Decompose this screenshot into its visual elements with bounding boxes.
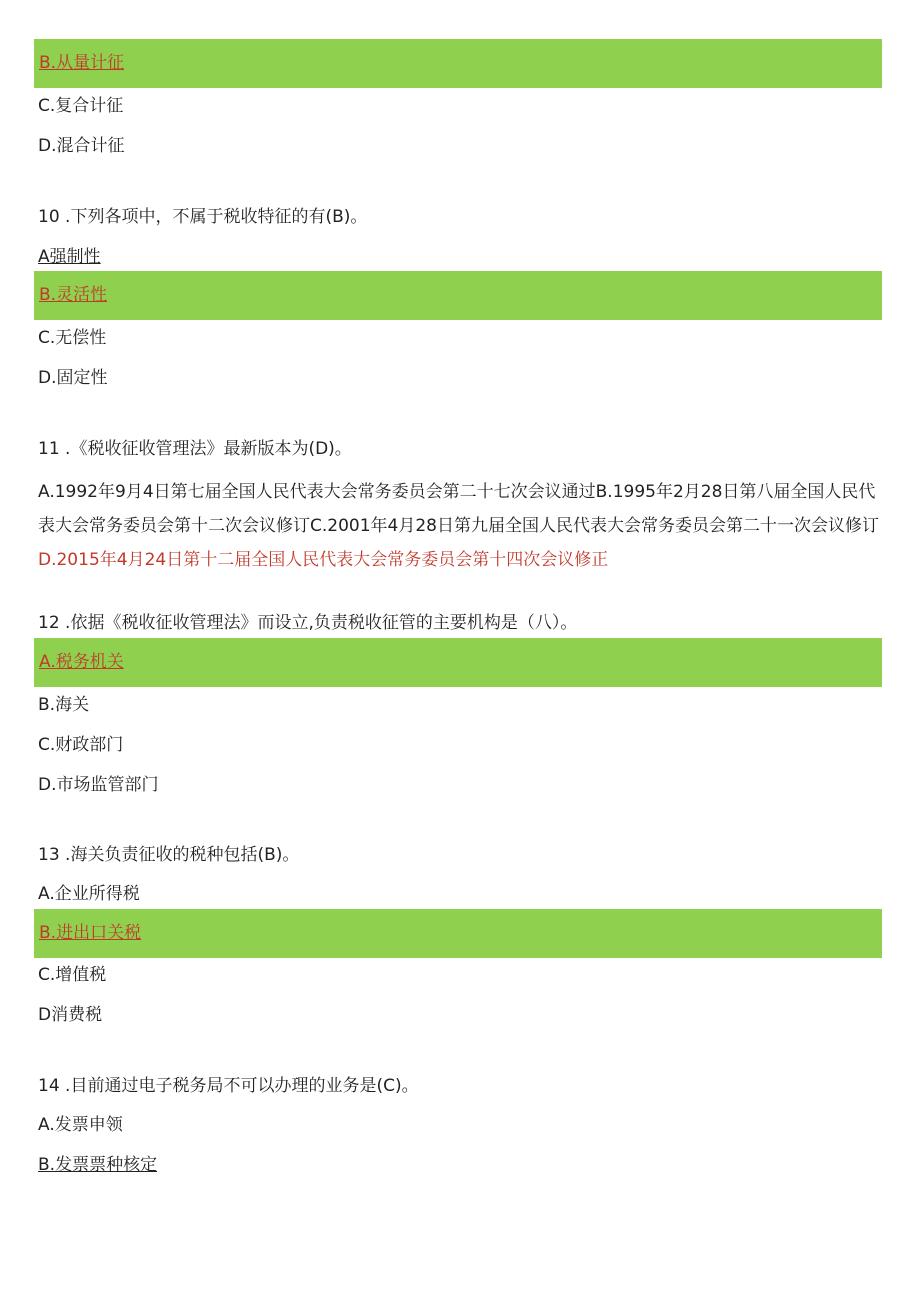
option-d: D消费税 <box>38 1005 103 1025</box>
question-body-11 <box>38 475 888 577</box>
option-b: B.海关 <box>38 695 90 715</box>
option-c: C.增值税 <box>38 965 107 985</box>
option-d: D.市场监管部门 <box>38 775 159 795</box>
answer-highlight-q10 <box>34 271 882 320</box>
option-b: B.发票票种核定 <box>38 1155 158 1175</box>
option-d: D.固定性 <box>38 368 108 388</box>
option-a: A.企业所得税 <box>38 884 140 904</box>
answer-highlight-q9 <box>34 39 882 88</box>
option-a: A.发票申领 <box>38 1115 123 1135</box>
question-stem-11: 11 .《税收征收管理法》最新版本为(D)。 <box>38 439 352 459</box>
option-c: C.复合计征 <box>38 96 124 116</box>
option-c: C.无偿性 <box>38 328 107 348</box>
answer-text: D.2015年4月24日第十二届全国人民代表大会常务委员会第十四次会议修正 <box>38 550 609 570</box>
answer-highlight-q12 <box>34 638 882 687</box>
question-stem-12: 12 .依据《税收征收管理法》而设立,负责税收征管的主要机构是（八）。 <box>38 613 578 633</box>
question-stem-10: 10 .下列各项中，不属于税收特征的有(B)。 <box>38 207 368 227</box>
option-a: A强制性 <box>38 247 101 267</box>
answer-text: B.灵活性 <box>39 285 108 305</box>
answer-text: A.税务机关 <box>39 652 124 672</box>
question-stem-14: 14 .目前通过电子税务局不可以办理的业务是(C)。 <box>38 1076 419 1096</box>
answer-highlight-q13 <box>34 909 882 958</box>
answer-text: B.从量计征 <box>39 53 125 73</box>
option-c: C.财政部门 <box>38 735 124 755</box>
question-stem-13: 13 .海关负责征收的税种包括(B)。 <box>38 845 300 865</box>
options-abc: A.1992年9月4日第七届全国人民代表大会常务委员会第二十七次会议通过B.1995年2月28日第八届全国人民代表大会常务委员会第十二次会议修订C.2001年4月28日第九届全国人民代表大会常务委员会第二十一次会议修订 <box>38 482 879 536</box>
answer-text: B.进出口关税 <box>39 923 142 943</box>
option-d: D.混合计征 <box>38 136 125 156</box>
